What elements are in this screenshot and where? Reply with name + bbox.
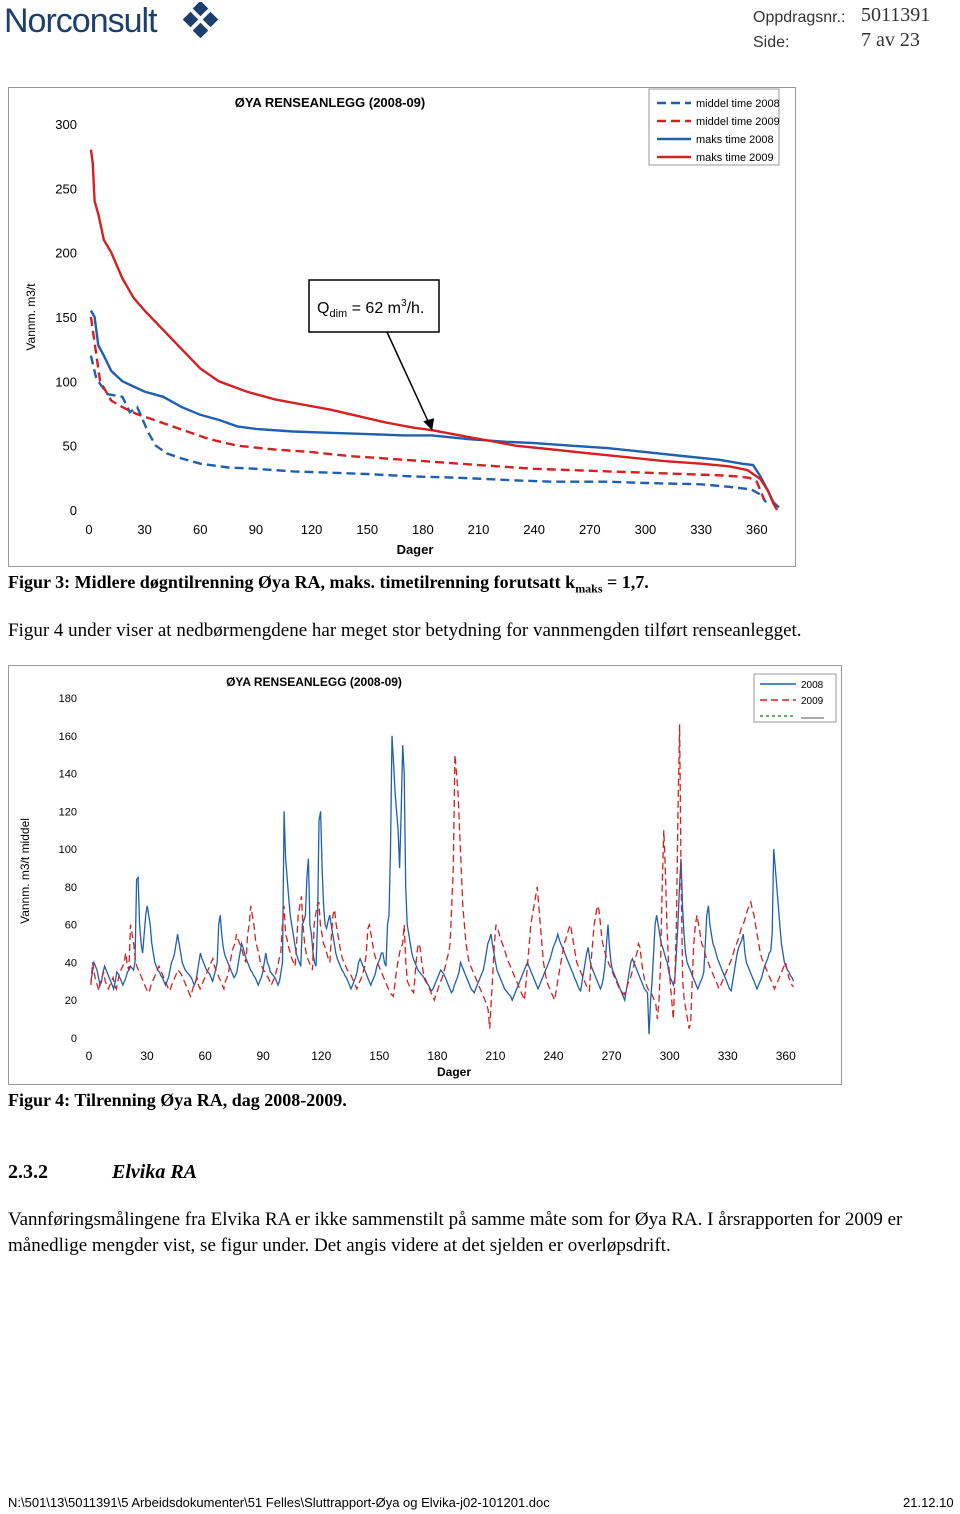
y-tick-label-6: 300 [55,117,77,132]
series-line-0 [91,736,794,1034]
x-tick-label-10: 300 [634,522,657,537]
y-tick-label-1: 50 [62,438,77,454]
x-tick-label-1: 30 [140,1049,154,1063]
chart-title: ØYA RENSEANLEGG (2008-09) [226,675,402,689]
section-number: 2.3.2 [8,1161,48,1183]
x-tick-label-11: 330 [717,1049,738,1063]
footer-date: 21.12.10 [903,1495,954,1510]
x-tick-label-6: 180 [427,1049,448,1063]
legend-label-1: 2009 [801,696,824,707]
page-label: Side: [753,34,790,51]
series-line-1 [91,724,794,1028]
figure3-chart [9,88,795,566]
x-tick-label-9: 270 [578,522,601,537]
x-axis-title: Dager [436,1065,472,1079]
y-tick-label-5: 100 [58,844,77,857]
x-tick-label-2: 60 [193,522,208,537]
x-tick-label-3: 90 [248,522,264,537]
x-tick-label-8: 240 [523,522,546,537]
series-line-1 [91,317,764,500]
y-tick-label-9: 180 [58,693,77,705]
x-tick-label-5: 150 [356,522,379,537]
x-tick-label-7: 210 [485,1049,506,1063]
company-logo [4,2,157,41]
y-tick-label-4: 80 [64,881,77,894]
y-tick-label-4: 200 [55,245,77,261]
y-tick-label-8: 160 [58,730,77,743]
paragraph-elvika: Vannføringsmålingene fra Elvika RA er ikke sammenstilt på samme måte som for Øya RA. I årsrapporten for 2009 er månedlige mengder vist, se figur under. Det angis videre at det sjelden er overløpsdrift. [8,1209,903,1256]
figure3-caption-sub: maks [575,581,603,596]
x-tick-label-9: 270 [601,1049,622,1063]
section-title: Elvika RA [112,1161,198,1183]
x-tick-label-10: 300 [659,1049,680,1063]
legend-box [754,674,836,722]
figure3-caption-end: = 1,7. [602,572,649,592]
x-tick-label-7: 210 [467,522,490,537]
x-tick-label-3: 90 [256,1049,270,1063]
x-tick-label-4: 120 [311,1049,332,1063]
project-number-label: Oppdragsnr.: [753,9,846,26]
legend-label-1: middel time 2009 [696,116,780,128]
x-tick-label-8: 240 [543,1049,564,1063]
y-tick-label-3: 60 [64,919,77,932]
x-tick-label-11: 330 [690,522,712,537]
y-tick-label-7: 140 [58,768,77,781]
y-axis-title: Vannm. m3/t middel [18,818,32,924]
x-tick-label-4: 120 [300,522,323,537]
y-tick-label-1: 20 [64,995,77,1008]
legend-label-3: maks time 2009 [696,152,774,164]
x-axis-title: Dager [396,542,434,557]
x-tick-label-0: 0 [85,522,93,537]
y-tick-label-0: 0 [70,1033,77,1045]
legend-label-2: maks time 2008 [696,134,774,146]
x-tick-label-12: 360 [775,1049,796,1063]
figure4-chart [9,666,841,1084]
logo-diamond-icon [180,2,222,40]
figure4-caption: Figur 4: Tilrenning Øya RA, dag 2008-2009. [8,1090,347,1110]
annotation-arrow [387,332,432,430]
x-tick-label-1: 30 [137,522,152,537]
y-tick-label-3: 150 [55,310,77,325]
legend-label-0: middel time 2008 [696,98,780,110]
y-tick-label-0: 0 [69,503,77,518]
annotation-text: $Q_{dim} = 62$ $m^3/h$. [317,298,425,320]
y-tick-label-2: 40 [64,957,77,970]
figure3-caption-main: Figur 3: Midlere døgntilrenning Øya RA, maks. timetilrenning forutsatt k [8,572,576,592]
x-tick-label-2: 60 [198,1049,212,1063]
figure4-chart-frame [8,665,842,1085]
legend-label-0: 2008 [801,680,824,691]
project-number-value: 5011391 [861,4,931,26]
figure3-chart-frame [8,87,796,567]
footer-path: N:\501\13\5011391\5 Arbeidsdokumenter\51 Felles\Sluttrapport-Øya og Elvika-j02-101201.doc [8,1495,550,1510]
company-name: Norconsult [4,2,157,40]
y-axis-title: Vannm. m3/t [24,283,38,351]
x-tick-label-6: 180 [412,522,434,537]
y-tick-label-6: 120 [58,806,77,819]
paragraph-figure4-intro: Figur 4 under viser at nedbørmengdene har meget stor betydning for vannmengden tilført renseanlegget. [8,620,802,641]
figure3-caption [8,572,649,597]
page-value: 7 av 23 [861,29,920,51]
chart-title: ØYA RENSEANLEGG (2008-09) [234,95,426,110]
x-tick-label-0: 0 [85,1049,93,1063]
y-tick-label-2: 100 [55,374,77,390]
x-tick-label-12: 360 [745,522,768,537]
x-tick-label-5: 150 [369,1049,390,1063]
y-tick-label-5: 250 [55,181,77,197]
